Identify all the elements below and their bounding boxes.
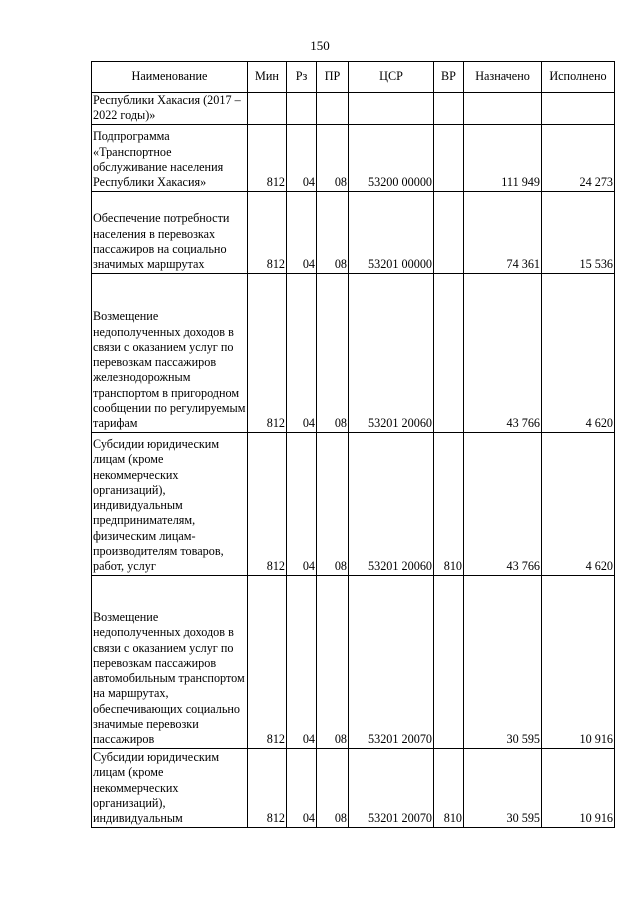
- table-row: [92, 93, 615, 125]
- row-vr: 810: [434, 432, 464, 575]
- row-name: Подпрограмма «Транспортное обслуживание населения Республики Хакасия»: [92, 124, 248, 191]
- row-name: Возмещение недополученных доходов в связи с оказанием услуг по перевозкам пассажиров железнодорожным транспортом в пригородном сообщении по регулируемым тарифам: [92, 273, 248, 432]
- row-pr: 08: [317, 191, 349, 273]
- header-name: Наименование: [92, 62, 248, 93]
- row-csr: 53201 20060: [349, 432, 434, 575]
- row-name: Субсидии юридическим лицам (кроме некоммерческих организаций), индивидуальным предпринимателям, физическим лицам-производителям товаров, работ, услуг: [92, 432, 248, 575]
- row-name: Субсидии юридическим лицам (кроме некоммерческих организаций), индивидуальным: [92, 748, 248, 827]
- row-rz: 04: [287, 191, 317, 273]
- row-executed: 10 916: [542, 575, 615, 748]
- row-vr: 810: [434, 748, 464, 827]
- row-executed: [542, 93, 615, 125]
- row-executed: 24 273: [542, 124, 615, 191]
- row-assigned: [464, 93, 542, 125]
- row-min: [248, 93, 287, 125]
- row-pr: 08: [317, 432, 349, 575]
- row-rz: [287, 93, 317, 125]
- table-row: [92, 273, 615, 432]
- row-name: Обеспечение потребности населения в перевозках пассажиров на социально значимых маршрутах: [92, 191, 248, 273]
- table-row: [92, 432, 615, 575]
- row-assigned: 43 766: [464, 273, 542, 432]
- table-header-row: [92, 62, 615, 93]
- row-csr: 53201 20070: [349, 575, 434, 748]
- row-executed: 15 536: [542, 191, 615, 273]
- row-rz: 04: [287, 575, 317, 748]
- row-assigned: 111 949: [464, 124, 542, 191]
- row-min: 812: [248, 273, 287, 432]
- row-min: 812: [248, 124, 287, 191]
- row-assigned: 43 766: [464, 432, 542, 575]
- row-executed: 10 916: [542, 748, 615, 827]
- row-executed: 4 620: [542, 273, 615, 432]
- row-min: 812: [248, 432, 287, 575]
- table-row: [92, 191, 615, 273]
- row-min: 812: [248, 748, 287, 827]
- row-rz: 04: [287, 273, 317, 432]
- row-vr: [434, 93, 464, 125]
- row-pr: 08: [317, 575, 349, 748]
- row-rz: 04: [287, 124, 317, 191]
- row-vr: [434, 575, 464, 748]
- table-row: [92, 575, 615, 748]
- header-executed: Исполнено: [542, 62, 615, 93]
- row-pr: 08: [317, 748, 349, 827]
- row-assigned: 30 595: [464, 748, 542, 827]
- page-number: 150: [310, 38, 330, 53]
- row-rz: 04: [287, 432, 317, 575]
- row-vr: [434, 273, 464, 432]
- row-executed: 4 620: [542, 432, 615, 575]
- row-name: Республики Хакасия (2017 – 2022 годы)»: [92, 93, 248, 125]
- row-vr: [434, 124, 464, 191]
- row-rz: 04: [287, 748, 317, 827]
- header-rz: Рз: [287, 62, 317, 93]
- row-assigned: 74 361: [464, 191, 542, 273]
- row-pr: [317, 93, 349, 125]
- budget-table: [91, 61, 615, 828]
- row-min: 812: [248, 575, 287, 748]
- row-min: 812: [248, 191, 287, 273]
- table-row: [92, 124, 615, 191]
- header-min: Мин: [248, 62, 287, 93]
- table-row: [92, 748, 615, 827]
- row-csr: 53201 20060: [349, 273, 434, 432]
- header-assigned: Назначено: [464, 62, 542, 93]
- row-csr: 53201 20070: [349, 748, 434, 827]
- row-csr: 53201 00000: [349, 191, 434, 273]
- row-csr: [349, 93, 434, 125]
- header-csr: ЦСР: [349, 62, 434, 93]
- row-csr: 53200 00000: [349, 124, 434, 191]
- row-pr: 08: [317, 273, 349, 432]
- header-vr: ВР: [434, 62, 464, 93]
- row-vr: [434, 191, 464, 273]
- row-pr: 08: [317, 124, 349, 191]
- header-pr: ПР: [317, 62, 349, 93]
- row-assigned: 30 595: [464, 575, 542, 748]
- row-name: Возмещение недополученных доходов в связи с оказанием услуг по перевозкам пассажиров автомобильным транспортом на маршрутах, обеспечивающих социально значимые перевозки пассажиров: [92, 575, 248, 748]
